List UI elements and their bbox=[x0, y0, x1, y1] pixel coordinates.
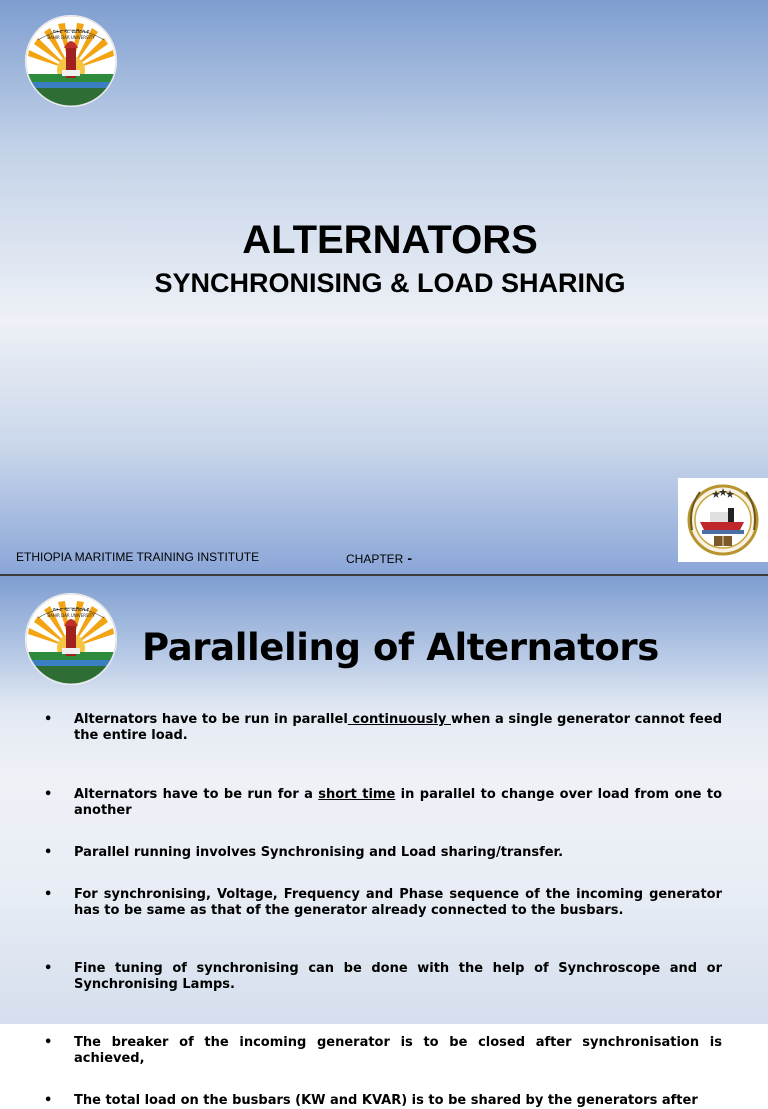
bullet-item bbox=[0, 1093, 768, 1109]
bullet-item bbox=[0, 961, 768, 993]
bullet-dot: • bbox=[44, 845, 53, 860]
university-logo-icon bbox=[24, 592, 118, 686]
bullet-emphasis: short time bbox=[318, 787, 396, 802]
bullet-item bbox=[0, 887, 768, 919]
footer-institute: ETHIOPIA MARITIME TRAINING INSTITUTE bbox=[16, 550, 260, 564]
bullet-dot: • bbox=[44, 1093, 53, 1108]
bullet-text: Parallel running involves Synchronising and Load sharing/transfer. bbox=[74, 845, 564, 860]
bullet-text: The breaker of the incoming generator is to be closed after synchronisation is achieved, bbox=[74, 1035, 722, 1066]
slide-subtitle: SYNCHRONISING & LOAD SHARING bbox=[154, 268, 626, 298]
svg-text:ባሕር ዳር ዩኒቨርሲቲ: ባሕር ዳር ዩኒቨርሲቲ bbox=[52, 607, 90, 613]
content-heading: Paralleling of Alternators bbox=[142, 626, 659, 669]
bullet-item bbox=[0, 845, 768, 861]
bullet-text: Alternators have to be run in parallel bbox=[74, 712, 348, 727]
bullet-item bbox=[0, 712, 768, 744]
bullet-text: Fine tuning of synchronising can be done with the help of Synchroscope and or Synchronising Lamps. bbox=[74, 961, 722, 992]
bullet-text: For synchronising, Voltage, Frequency and Phase sequence of the incoming generator has to be same as that of the generator already connected to the busbars. bbox=[74, 887, 722, 918]
slide-title: ALTERNATORS bbox=[242, 218, 538, 262]
bullet-dot: • bbox=[44, 1035, 53, 1050]
bullet-text: The total load on the busbars (KW and KVAR) is to be shared by the generators after bbox=[74, 1093, 698, 1108]
bullet-text-tail: in parallel to change over load from one to another bbox=[74, 787, 722, 818]
bullet-item bbox=[0, 787, 768, 819]
bullet-item bbox=[0, 1035, 768, 1067]
footer-chapter-dash: - bbox=[407, 550, 413, 566]
bullet-text: Alternators have to be run for a bbox=[74, 787, 319, 802]
svg-text:ባሕር ዳር ዩኒቨርሲቲ: ባሕር ዳር ዩኒቨርሲቲ bbox=[52, 29, 90, 35]
bullet-dot: • bbox=[44, 712, 53, 727]
footer-chapter bbox=[346, 550, 412, 566]
bullet-list bbox=[0, 712, 768, 1109]
bullet-text-tail: when a single generator cannot feed the entire load. bbox=[74, 712, 722, 743]
bullet-emphasis: continuously bbox=[347, 712, 451, 727]
svg-text:BAHIR DAR UNIVERSITY: BAHIR DAR UNIVERSITY bbox=[47, 613, 95, 618]
bullet-dot: • bbox=[44, 887, 53, 902]
footer-chapter-label: CHAPTER bbox=[346, 552, 404, 566]
bullet-dot: • bbox=[44, 787, 53, 802]
maritime-seal-icon bbox=[678, 478, 768, 562]
university-logo-icon bbox=[24, 14, 118, 108]
svg-text:BAHIR DAR UNIVERSITY: BAHIR DAR UNIVERSITY bbox=[47, 35, 95, 40]
bullet-dot: • bbox=[44, 961, 53, 976]
